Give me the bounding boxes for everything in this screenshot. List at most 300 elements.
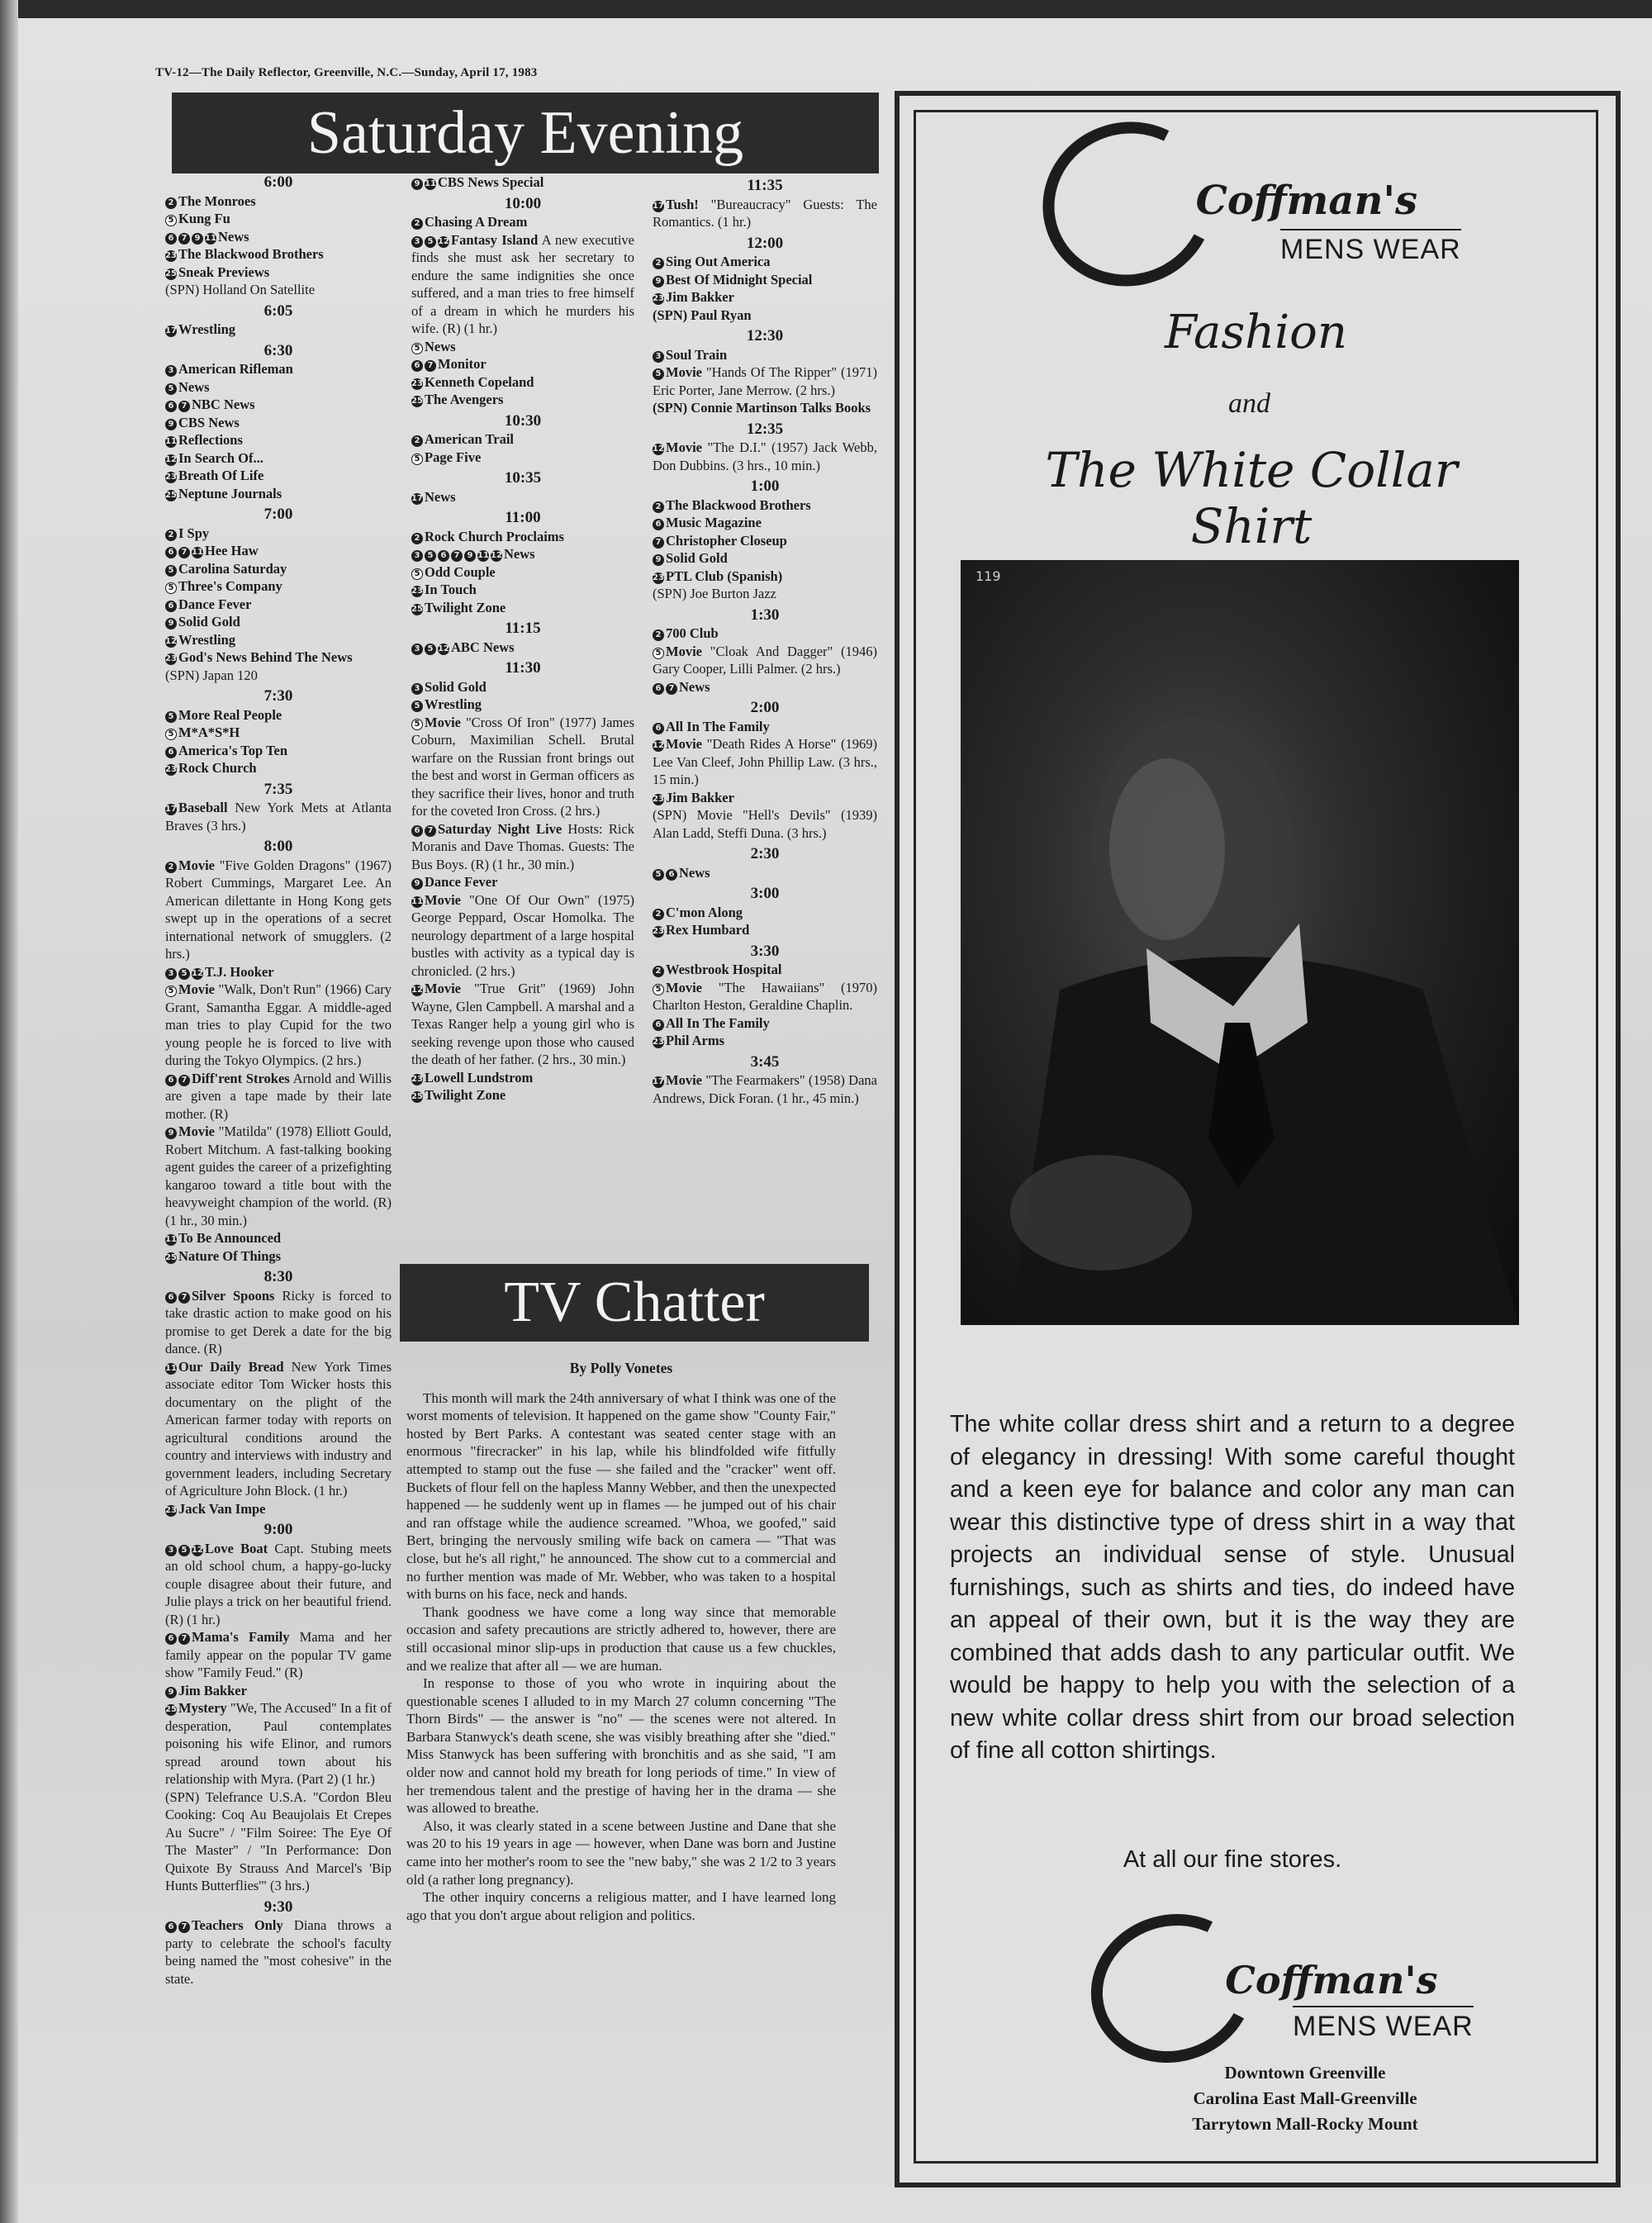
channel-badge-icon: 5: [411, 454, 423, 465]
channel-badge-icon: 12: [653, 444, 664, 454]
show-title: I Spy: [178, 525, 210, 541]
show-description: Hosts: Rick Moranis and Dave Thomas. Guests: The Bus Boys. (R) (1 hr., 30 min.): [411, 820, 635, 872]
time-slot-heading: 6:00: [263, 173, 293, 191]
listing-entry: [165, 485, 392, 503]
show-title: In Search Of...: [178, 449, 263, 466]
listing-entry: [165, 706, 392, 724]
listing-entry: [165, 1540, 392, 1629]
show-title: ABC News: [451, 639, 515, 655]
channel-badge-icon: 2: [411, 435, 423, 447]
show-title: The Blackwood Brothers: [666, 496, 811, 513]
show-title: Soul Train: [666, 346, 728, 363]
listing-entry: [411, 528, 634, 546]
listing-entry: [411, 213, 634, 231]
show-title: C'mon Along: [666, 904, 743, 920]
channel-badge-icon: 12: [653, 741, 664, 750]
channel-badge-icon: 23: [411, 587, 423, 596]
channel-badge-icon: 3: [411, 236, 423, 248]
listing-entry: [653, 625, 877, 643]
listing-entry: [165, 378, 392, 397]
show-title: Solid Gold: [178, 614, 240, 629]
channel-badge-icon: 9: [653, 554, 664, 566]
listing-entry: [165, 210, 392, 228]
channel-badge-icon: 3: [165, 365, 177, 377]
listing-entry: [411, 173, 634, 192]
show-title: Westbrook Hospital: [666, 962, 782, 977]
article-paragraph: In response to those of you who wrote in inquiring about the questionable scenes I alluded to in my March 27 column concerning "The Thorn Birds" — the answer is "no" — the scenes were not altered. In Barbara Stanwyck's death scene, she was visibly breathing after she "died." Miss Stanwyck has been suffering with bronchitis and as she said, "I am older now and cannot hold my breath for long periods of time." In view of her tremendous talent and the prestige of having her in the drama — she was allowed to breathe.: [406, 1675, 836, 1817]
show-title: Kenneth Copeland: [425, 373, 534, 390]
listing-entry: [411, 488, 634, 506]
listing-entry: [653, 735, 877, 789]
time-slot-heading: 12:35: [746, 420, 784, 438]
logo-wordmark: Coffman's: [1225, 1958, 1438, 2002]
show-title: More Real People: [178, 706, 282, 723]
channel-badge-icon: 7: [666, 683, 677, 695]
channel-badge-icon: 12: [438, 644, 449, 653]
channel-badge-icon: 5: [653, 984, 664, 995]
show-title: Mystery: [178, 1700, 227, 1716]
show-title: Breath Of Life: [178, 468, 264, 483]
time-slot-heading: 9:00: [263, 1521, 293, 1538]
listing-entry: [653, 363, 877, 399]
show-description: Capt. Stubing meets an old school chum, a happy-go-lucky couple disagree about their future, and Julie plays a trick on her beautiful friend. (R) (1 hr.): [165, 1540, 392, 1627]
channel-badge-icon: 11: [165, 437, 177, 446]
listing-entry: [165, 245, 392, 264]
listing-entry: [165, 1287, 392, 1358]
show-title: Solid Gold: [425, 678, 487, 695]
listing-entry: [653, 1032, 877, 1050]
channel-badge-icon: 5: [653, 869, 664, 881]
show-description: New York Times associate editor Tom Wicker hosts this documentary on the plight of the American farmer today with reports on agricultural conditions around the country and interviews with industry and government leaders, including Secretary of Agriculture John Block. (1 hr.): [165, 1358, 392, 1499]
listing-entry: [653, 864, 877, 882]
time-slot-heading: 6:30: [263, 341, 293, 359]
channel-badge-icon: 17: [165, 326, 177, 335]
listing-entry: [411, 678, 634, 696]
listing-entry: [165, 759, 392, 777]
show-title: Jim Bakker: [666, 289, 734, 305]
show-title: CBS News Special: [438, 174, 544, 190]
listing-entry: [653, 1071, 877, 1107]
show-description: "The Hawaiians" (1970) Charlton Heston, Geraldine Chaplin.: [653, 979, 877, 1013]
show-title: Phil Arms: [666, 1033, 725, 1048]
show-description: Ricky is forced to take drastic action to make good on his promise to get Derek a date for the big dance. (R): [165, 1287, 392, 1356]
channel-badge-icon: 11: [165, 1235, 177, 1244]
show-title: America's Top Ten: [178, 742, 288, 758]
listing-entry: [653, 643, 877, 678]
show-title: Diff'rent Strokes: [192, 1070, 290, 1086]
show-title: Reflections: [178, 432, 243, 448]
ad-headline-collar: The White Collar Shirt: [1045, 442, 1458, 554]
show-title: Solid Gold: [666, 550, 728, 566]
channel-badge-icon: 17: [165, 805, 177, 814]
show-description: "Five Golden Dragons" (1967) Robert Cummings, Margaret Lee. An American dilettante in Hong Kong gets swept up in the operations of a secret international network of smugglers. (2 hrs.): [165, 857, 392, 962]
show-title: Carolina Saturday: [178, 560, 287, 577]
listing-entry: [653, 549, 877, 568]
channel-badge-icon: 6: [653, 683, 664, 695]
listing-entry: [411, 1069, 634, 1087]
channel-badge-icon: 3: [411, 550, 423, 562]
time-slot-heading: 3:45: [750, 1052, 780, 1071]
listing-entry: [165, 1788, 392, 1895]
show-title: Music Magazine: [666, 515, 762, 530]
show-title: All In The Family: [666, 718, 770, 734]
show-description: "True Grit" (1969) John Wayne, Glen Campbell. A marshal and a Texas Ranger help a young girl who is seeking revenge upon those who caused the death of her father. (2 hrs., 30 min.): [411, 981, 634, 1067]
show-description: Arnold and Willis are given a tape made by their late mother. (R): [165, 1070, 392, 1122]
channel-badge-icon: 7: [178, 1292, 190, 1304]
channel-badge-icon: 11: [477, 551, 489, 560]
show-title: Jim Bakker: [178, 1682, 247, 1698]
show-title: Tush!: [666, 196, 699, 212]
show-title: News: [218, 228, 249, 245]
time-slot-heading: 7:35: [263, 780, 293, 798]
channel-badge-icon: 9: [653, 276, 664, 287]
channel-badge-icon: 23: [653, 794, 664, 804]
channel-badge-icon: 6: [653, 519, 664, 530]
listing-entry: [653, 904, 877, 922]
listings-column-3: [653, 173, 877, 1107]
listing-entry: [653, 271, 877, 289]
listing-entry: [411, 563, 634, 582]
time-slot-heading: 11:00: [505, 509, 541, 526]
listing-entry: [653, 196, 877, 231]
ad-photo-man-in-shirt: [961, 560, 1519, 1325]
channel-badge-icon: 12: [165, 454, 177, 464]
channel-badge-icon: 5: [653, 368, 664, 380]
show-title: Love Boat: [205, 1540, 268, 1556]
show-title: News: [178, 378, 210, 395]
show-description: "The Fearmakers" (1958) Dana Andrews, Dick Foran. (1 hr., 45 min.): [653, 1072, 877, 1106]
time-slot-heading: 8:00: [263, 838, 293, 855]
channel-badge-icon: 9: [464, 550, 476, 562]
time-slot-heading: 3:30: [750, 942, 780, 960]
channel-badge-icon: 5: [425, 644, 436, 655]
channel-badge-icon: 23: [165, 473, 177, 482]
listing-entry: [165, 264, 392, 282]
channel-badge-icon: 23: [653, 927, 664, 936]
coffmans-logo-top: [1152, 178, 1461, 266]
channel-badge-icon: 2: [653, 258, 664, 269]
show-title: Odd Couple: [425, 563, 496, 580]
channel-badge-icon: 6: [165, 601, 177, 612]
channel-badge-icon: 12: [438, 236, 449, 246]
channel-badge-icon: 17: [653, 1077, 664, 1086]
listing-entry: [165, 1628, 392, 1682]
channel-badge-icon: 5: [165, 215, 177, 226]
channel-badge-icon: 5: [411, 719, 423, 730]
channel-badge-icon: 6: [438, 550, 449, 562]
photo-figure: [961, 560, 1519, 1325]
listing-entry: [411, 373, 634, 392]
channel-badge-icon: 3: [165, 968, 177, 980]
channel-badge-icon: 5: [165, 986, 177, 997]
listing-entry: [653, 678, 877, 696]
channel-badge-icon: 6: [165, 1633, 177, 1645]
show-title: God's News Behind The News: [178, 649, 353, 665]
listing-entry: [165, 648, 392, 667]
saturday-evening-banner: Saturday Evening: [172, 93, 879, 173]
channel-badge-icon: 5: [411, 343, 423, 354]
channel-badge-icon: 9: [165, 618, 177, 629]
listing-entry: [411, 231, 634, 338]
show-title: NBC News: [192, 397, 255, 412]
listings-column-2: [411, 173, 634, 1104]
show-description: Diana throws a party to celebrate the school's faculty being named the "most cohesive" in the state.: [165, 1917, 392, 1987]
listing-entry: [411, 820, 634, 874]
article-paragraph: Thank goodness we have come a long way since that memorable occasion and safety precautions are strictly adhered to, however, there are still occasional minor slip-ups in production that cause us a few chuckles, and we realize that after all — we are human.: [406, 1603, 836, 1674]
channel-badge-icon: 23: [653, 1038, 664, 1047]
show-description: (SPN) Holland On Satellite: [165, 282, 316, 297]
show-title: News: [425, 338, 456, 354]
page-folio: TV-12—The Daily Reflector, Greenville, N.C.—Sunday, April 17, 1983: [155, 66, 538, 79]
show-title: News: [679, 678, 710, 695]
article-paragraph: Also, it was clearly stated in a scene between Justine and Dane that she was 20 to his 19 years in age — however, when Dane was born and Justine came into her mother's room to see the "new baby," she was 2 1/2 to 3 years old (a rather long pregnancy).: [406, 1817, 836, 1888]
listing-entry: [653, 568, 877, 586]
listing-entry: [653, 961, 877, 979]
listing-entry: [165, 963, 392, 981]
show-title: Jim Bakker: [666, 789, 734, 805]
show-title: (SPN) Paul Ryan: [653, 306, 752, 323]
show-title: To Be Announced: [178, 1230, 282, 1246]
time-slot-heading: 1:30: [750, 606, 780, 624]
show-title: Baseball: [178, 800, 228, 815]
channel-badge-icon: 2: [653, 629, 664, 641]
show-description: "Matilda" (1978) Elliott Gould, Robert Mitchum. A fast-talking booking agent guides the career of a prizefighting kangaroo toward a title bout with the heavyweight champion of the world. (R) (1 hr., 30 min.): [165, 1123, 392, 1228]
listing-entry: [165, 596, 392, 614]
channel-badge-icon: 25: [165, 1252, 177, 1262]
show-title: Sing Out America: [666, 254, 771, 269]
time-slot-heading: 7:30: [263, 687, 293, 705]
listing-entry: [165, 1123, 392, 1229]
coffmans-logo-bottom: [1189, 1958, 1474, 2043]
listing-entry: [653, 306, 877, 325]
channel-badge-icon: 5: [165, 711, 177, 723]
channel-badge-icon: 6: [165, 747, 177, 758]
channel-badge-icon: 2: [165, 197, 177, 209]
show-title: Monitor: [438, 356, 487, 372]
time-slot-heading: 11:30: [505, 659, 541, 677]
show-title: News: [425, 488, 456, 505]
show-title: Our Daily Bread: [178, 1358, 284, 1375]
show-description: "Walk, Don't Run" (1966) Cary Grant, Samantha Eggar. A middle-aged man tries to play Cupid for the two young people he is forced to live with during the Tokyo Olympics. (2 hrs.): [165, 981, 392, 1068]
time-slot-heading: 10:30: [504, 411, 542, 430]
listing-entry: [653, 585, 877, 603]
channel-badge-icon: 25: [165, 1705, 177, 1714]
channel-badge-icon: 12: [491, 551, 502, 560]
show-description: "Cloak And Dagger" (1946) Gary Cooper, Lilli Palmer. (2 hrs.): [653, 643, 878, 677]
ad-headline-fashion: Fashion: [1165, 306, 1347, 359]
channel-badge-icon: 5: [178, 1545, 190, 1556]
channel-badge-icon: 5: [411, 568, 423, 580]
listing-entry: [411, 696, 634, 714]
channel-badge-icon: 2: [653, 501, 664, 513]
show-title: Movie: [425, 714, 461, 730]
channel-badge-icon: 23: [411, 1074, 423, 1084]
show-description: "One Of Our Own" (1975) George Peppard, Oscar Homolka. The neurology department of a large hospital bustles with activity as a typical day is chronicled. (2 hrs.): [411, 891, 634, 979]
channel-badge-icon: 6: [165, 1292, 177, 1304]
show-description: "Cross Of Iron" (1977) James Coburn, Maximilian Schell. Brutal warfare on the Russian front brings out the best and worst in German officers as they sacrifice their lives, honor and truth for the coveted Iron Cross. (2 hrs.): [411, 714, 635, 819]
show-title: T.J. Hooker: [205, 963, 274, 980]
channel-badge-icon: 23: [411, 378, 423, 388]
channel-badge-icon: 7: [178, 547, 190, 558]
listing-entry: [165, 1247, 392, 1266]
channel-badge-icon: 23: [165, 765, 177, 774]
channel-badge-icon: 5: [165, 383, 177, 395]
channel-badge-icon: 6: [165, 401, 177, 412]
time-slot-heading: 12:00: [746, 234, 784, 252]
channel-badge-icon: 11: [165, 1363, 177, 1373]
channel-badge-icon: 25: [165, 490, 177, 500]
channel-badge-icon: 23: [653, 572, 664, 582]
listing-entry: [411, 449, 634, 467]
show-title: Fantasy Island: [451, 231, 539, 248]
channel-badge-icon: 7: [425, 360, 436, 372]
channel-badge-icon: 6: [653, 1019, 664, 1031]
show-description: (SPN) Joe Burton Jazz: [653, 586, 776, 601]
listing-entry: [411, 599, 634, 617]
listing-entry: [653, 496, 877, 515]
listing-entry: [653, 439, 877, 474]
time-slot-heading: 7:00: [263, 506, 293, 523]
show-title: Movie: [666, 979, 702, 995]
channel-badge-icon: 7: [178, 1633, 190, 1645]
channel-badge-icon: 11: [411, 896, 423, 906]
show-title: Sneak Previews: [178, 264, 270, 280]
channel-badge-icon: 9: [411, 178, 423, 190]
channel-badge-icon: 25: [165, 268, 177, 278]
channel-badge-icon: 11: [425, 179, 436, 188]
tv-chatter-article: [406, 1360, 836, 1924]
show-title: Kung Fu: [178, 211, 230, 226]
article-byline: By Polly Vonetes: [569, 1360, 673, 1376]
time-slot-heading: 6:05: [263, 302, 293, 320]
show-title: Nature Of Things: [178, 1247, 282, 1264]
time-slot-heading: 8:30: [263, 1268, 293, 1285]
show-title: Movie: [666, 643, 702, 659]
channel-badge-icon: 6: [666, 869, 677, 881]
listing-entry: [165, 631, 392, 649]
listing-entry: [411, 714, 634, 820]
show-title: Chasing A Dream: [425, 214, 528, 230]
show-title: In Touch: [425, 582, 477, 597]
show-description: Mama and her family appear on the popular TV game show "Family Feud." (R): [165, 1629, 392, 1680]
channel-badge-icon: 25: [411, 1092, 423, 1101]
listing-entry: [165, 799, 392, 834]
ad-body-text: The white collar dress shirt and a return to a degree of elegancy in dressing! With some careful thought and a keen eye for balance and color any man can wear this distinctive type of dress shirt in a way that projects an individual sense of style. Unusual furnishings, such as shirts and ties, do indeed have an appeal of their own, but it is the way they are combined that adds dash to any particular outfit. We would be happy to help you with the selection of a new white collar dress shirt from our broad selection of fine all cotton shirtings.: [950, 1411, 1515, 1764]
show-title: Movie: [178, 1123, 215, 1139]
show-title: Silver Spoons: [192, 1287, 275, 1304]
article-paragraph: This month will mark the 24th anniversary of what I think was one of the worst moments of television. It happened on the game show "County Fair," hosted by Bert Parks. A contestant was seated center stage with an enormous "firecracker" in his lap, while his blindfolded wife fitfully attempted to stamp out the fuse — she failed and the "cracker" went off. Buckets of flour fell on the hapless Manny Webber, and then the unexpected happened — he suddenly went up in flames — he jumped out of his chair and ran offstage while the audience screamed. "Whoa, we goofed," said Bert, bringing the nervously smiling wife back on camera — "That was close, but he's all right," he announced. The show cut to a commercial and no further mention was made of Mr. Webber, who was taken to a hospital with burns on his face, neck and hands.: [406, 1389, 836, 1603]
show-title: Wrestling: [425, 696, 482, 712]
page-edge-top: [0, 0, 1652, 18]
channel-badge-icon: 12: [165, 636, 177, 646]
article-paragraph: The other inquiry concerns a religious matter, and I have learned long ago that you don't argue about religion and politics.: [406, 1889, 836, 1923]
logo-wordmark: Coffman's: [1195, 178, 1418, 224]
channel-badge-icon: 2: [165, 530, 177, 541]
channel-badge-icon: 9: [165, 1128, 177, 1139]
listing-entry: [411, 430, 634, 449]
listing-entry: [411, 980, 634, 1069]
listing-entry: [165, 281, 392, 299]
channel-badge-icon: 3: [653, 351, 664, 363]
listing-entry: [411, 873, 634, 891]
show-title: Lowell Lundstrom: [425, 1069, 534, 1085]
time-slot-heading: 2:00: [750, 699, 780, 716]
show-title: Best Of Midnight Special: [666, 271, 813, 287]
channel-badge-icon: 5: [165, 729, 177, 740]
channel-badge-icon: 5: [653, 648, 664, 659]
listing-entry: [653, 806, 877, 842]
channel-badge-icon: 17: [653, 201, 664, 211]
channel-badge-icon: 2: [411, 533, 423, 544]
listing-entry: [165, 1500, 392, 1518]
listing-entry: [411, 1086, 634, 1104]
show-title: Rock Church Proclaims: [425, 528, 564, 544]
channel-badge-icon: 7: [178, 1921, 190, 1933]
listing-entry: [165, 525, 392, 543]
channel-badge-icon: 23: [165, 251, 177, 260]
show-title: The Avengers: [425, 392, 504, 407]
show-title: Saturday Night Live: [438, 820, 563, 837]
channel-badge-icon: 7: [451, 550, 463, 562]
show-title: Page Five: [425, 449, 482, 465]
show-description: New York Mets at Atlanta Braves (3 hrs.): [165, 800, 392, 834]
channel-badge-icon: 7: [178, 1075, 190, 1086]
listing-entry: [165, 1358, 392, 1500]
channel-badge-icon: 2: [411, 218, 423, 230]
listing-entry: [653, 921, 877, 939]
channel-badge-icon: 3: [411, 644, 423, 655]
listing-entry: [411, 355, 634, 373]
channel-badge-icon: 7: [178, 233, 190, 245]
listing-entry: [165, 467, 392, 485]
channel-badge-icon: 6: [165, 233, 177, 245]
listing-entry: [165, 577, 392, 596]
listing-entry: [653, 514, 877, 532]
listing-entry: [165, 1070, 392, 1123]
time-slot-heading: 3:00: [750, 885, 780, 902]
store-locations: [1074, 2060, 1536, 2137]
channel-badge-icon: 5: [425, 550, 436, 562]
time-slot-heading: 2:30: [750, 845, 780, 862]
show-title: News: [504, 546, 535, 562]
logo-subtitle: MENS WEAR: [1280, 229, 1461, 266]
listing-entry: [165, 981, 392, 1070]
listing-entry: [165, 1682, 392, 1700]
channel-badge-icon: 9: [165, 1687, 177, 1698]
show-title: News: [679, 864, 710, 881]
show-title: Movie: [666, 736, 702, 752]
channel-badge-icon: 12: [192, 1545, 203, 1555]
listing-entry: [165, 1699, 392, 1788]
ad-stores-line: At all our fine stores.: [1123, 1846, 1342, 1873]
show-description: "Hands Of The Ripper" (1971) Eric Porter, Jane Merrow. (2 hrs.): [653, 364, 878, 398]
channel-badge-icon: 6: [411, 360, 423, 372]
show-title: Movie: [178, 857, 215, 873]
channel-badge-icon: 25: [411, 604, 423, 614]
show-description: "Bureaucracy" Guests: The Romantics. (1 hr.): [653, 196, 878, 230]
channel-badge-icon: 12: [411, 986, 423, 995]
show-description: (SPN) Telefrance U.S.A. "Cordon Bleu Cooking: Coq Au Beaujolais Et Crepes Au Sucre" / "Film Soiree: The Eye Of The Master" / "In Performance: Don Quixote By Strauss And Marcel's 'Bip Hunts Butterflies'" (3 hrs.): [165, 1788, 392, 1893]
listing-entry: [411, 338, 634, 356]
channel-badge-icon: 6: [165, 547, 177, 558]
listing-entry: [165, 396, 392, 414]
show-title: Wrestling: [178, 631, 236, 648]
show-title: Movie: [425, 891, 461, 908]
listing-entry: [165, 742, 392, 760]
show-title: Movie: [666, 439, 702, 455]
channel-badge-icon: 7: [178, 401, 190, 412]
channel-badge-icon: 7: [425, 825, 436, 837]
